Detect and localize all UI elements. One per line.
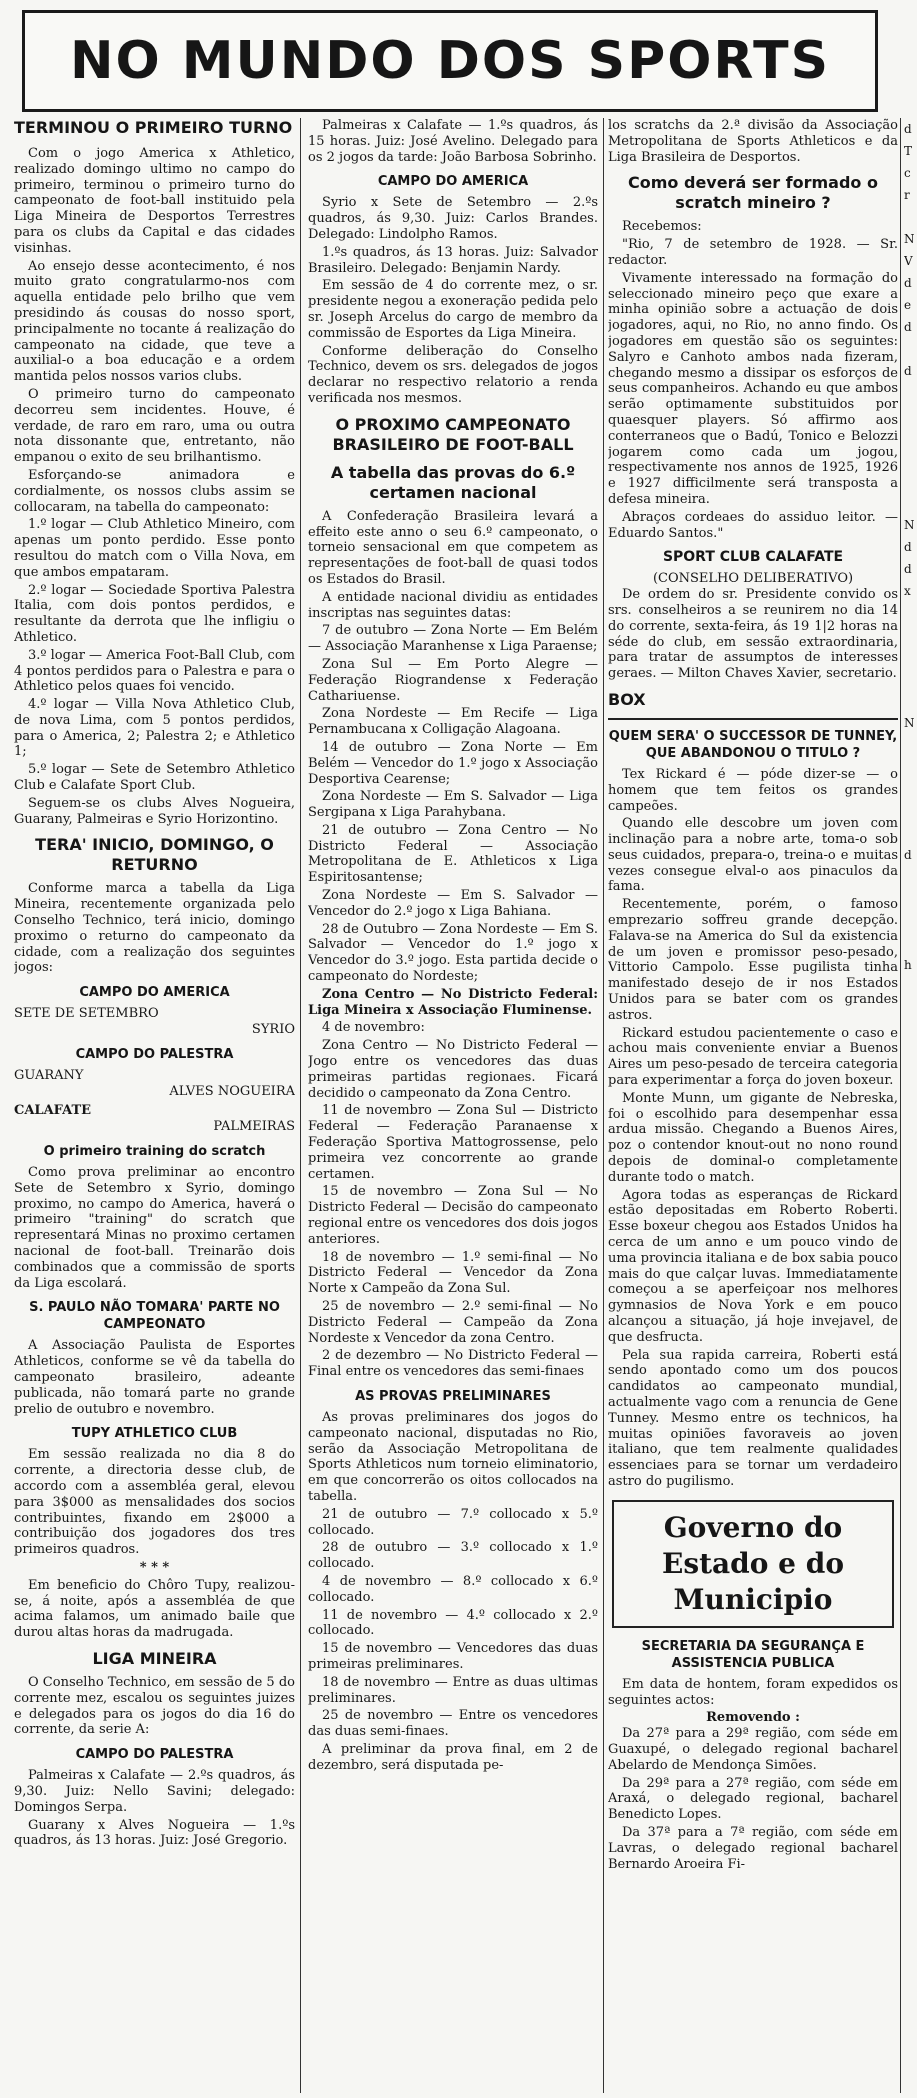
masthead [22,10,878,112]
paragraph: 21 de outubro — Zona Centro — No Districto Federal — Associação Metropolitana de E. Athleticos x Liga Espiritosantense; [308,822,598,886]
field-heading: CAMPO DO AMERICA [79,985,230,1001]
paragraph: Zona Centro — No Districto Federal — Jogo entre os vencedores das duas primeiras partidas regionaes. Ficará decidido o campeonato da Zona Centro. [308,1038,598,1101]
paragraph: Tex Rickard é — póde dizer-se — o homem que tem feitos os grandes campeões. [608,766,898,814]
paragraph: 11 de novembro — 4.º collocado x 2.º collocado. [308,1607,598,1639]
paragraph: 1.º logar — Club Athletico Mineiro, com apenas um ponto perdido. Esse ponto resultou do match com o Villa Nova, em que ambos empataram. [14,517,295,580]
edge-text: d T c r N V d e d d N d d x N d h [904,122,915,972]
headline-secretaria: SECRETARIA DA SEGURANÇA E ASSISTENCIA PUBLICA [641,1638,865,1671]
paragraph: A entidade nacional dividiu as entidades inscriptas nas seguintes datas: [308,589,598,621]
column-2 [308,118,598,2093]
paragraph: A preliminar da prova final, em 2 de dezembro, será disputada pe- [308,1741,598,1773]
column-rule [900,118,901,2093]
section-box: BOX [608,689,646,709]
column-3 [608,118,898,2093]
paragraph: De ordem do sr. Presidente convido os srs. conselheiros a se reunirem no dia 14 do corrente, sexta-feira, ás 19 1|2 horas na séde do club, em sessão extraordinaria, para tratar de assumptos de interesses geraes. — Milton Chaves Xavier, secretario. [608,587,898,682]
subheadline-spaulo: S. PAULO NÃO TOMARA' PARTE NO CAMPEONATO [29,1300,280,1333]
paragraph: Zona Nordeste — Em S. Salvador — Vencedor do 2.º jogo x Liga Bahiana. [308,888,598,919]
game-away: SYRIO [251,1022,295,1038]
subheadline-preliminares: AS PROVAS PRELIMINARES [355,1388,551,1404]
paragraph: Palmeiras x Calafate — 2.ºs quadros, ás 9,30. Juiz: Nello Savini; delegado: Domingos Serpa. [14,1768,295,1815]
paragraph: 28 de Outubro — Zona Nordeste — Em S. Salvador — Vencedor do 1.º jogo x Vencedor do 3.º jogo. Esta partida decide o campeonato do Nordeste; [308,921,598,985]
paragraph: 7 de outubro — Zona Norte — Em Belém — Associação Maranhense x Liga Paraense; [308,623,598,655]
subheadline-tupy: TUPY ATHLETICO CLUB [71,1426,238,1442]
paragraph: 18 de novembro — 1.º semi-final — No Districto Federal — Vencedor da Zona Norte x Campeão da Zona Sul. [308,1249,598,1297]
paragraph: 25 de novembro — 2.º semi-final — No Districto Federal — Campeão da Zona Nordeste x Vencedor da zona Centro. [308,1299,598,1346]
paragraph: Com o jogo America x Athletico, realizado domingo ultimo no campo do primeiro, terminou o primeiro turno do campeonato de foot-ball instituido pela Liga Mineira de Desportos Terrestres para os clubs da Capital e das cidades visinhas. [14,146,295,256]
paragraph: Em data de hontem, foram expedidos os seguintes actos: [608,1676,898,1708]
subheading-removendo: Removendo : [706,1710,800,1726]
paragraph: Monte Munn, um gigante de Nebreska, foi o escolhido para desempenhar essa ardua missão. Chegando a Buenos Aires, poz o contendor knout-out no nono round depois de dominal-o completamente durante todo o match. [608,1090,898,1185]
paragraph: Em sessão de 4 do corrente mez, o sr. presidente negou a exoneração pedida pelo sr. Joseph Arcelus do cargo de membro da commissão de Esportes da Liga Mineira. [308,278,598,341]
paragraph: los scratchs da 2.ª divisão da Associação Metropolitana de Sports Athleticos e da Liga Brasileira de Desportos. [608,118,898,165]
paragraph: Palmeiras x Calafate — 1.ºs quadros, ás 15 horas. Juiz: José Avelino. Delegado para os 2 jogos da tarde: João Barbosa Sobrinho. [308,118,598,165]
game-away: PALMEIRAS [213,1119,295,1135]
column-1 [14,118,295,2093]
paragraph: Seguem-se os clubs Alves Nogueira, Guarany, Palmeiras e Syrio Horizontino. [14,795,295,827]
paragraph: O primeiro turno do campeonato decorreu sem incidentes. Houve, é verdade, de raro em raro, uma ou outra nota dissonante que, entretanto, não empanou o exito de seu brilhantismo. [14,386,295,466]
paragraph: Recebemos: [622,219,702,235]
paragraph: 28 de outubro — 3.º collocado x 1.º collocado. [308,1540,598,1572]
paragraph: 2.º logar — Sociedade Sportiva Palestra Italia, com dois pontos perdidos, e resultante da derrota que lhe infligiu o Athletico. [14,582,295,645]
paragraph: 4 de novembro: [322,1020,425,1036]
field-heading: CAMPO DO PALESTRA [75,1046,234,1062]
paragraph: 15 de novembro — Zona Sul — No Districto Federal — Decisão do campeonato regional entre os vencedores dos dois jogos anteriores. [308,1184,598,1247]
paragraph: Zona Nordeste — Em Recife — Liga Pernambucana x Colligação Alagoana. [308,706,598,738]
headline-calafate: SPORT CLUB CALAFATE [662,549,844,566]
paragraph: 18 de novembro — Entre as duas ultimas preliminares. [308,1674,598,1706]
paragraph: 11 de novembro — Zona Sul — Districto Federal — Federação Paranaense x Federação Sportiva Mattogrossense, pelo primeira vez concorrente ao grande certamen. [308,1103,598,1182]
paragraph: Como prova preliminar ao encontro Sete de Setembro x Syrio, domingo proximo, no campo do America, haverá o primeiro "training" do scratch que representará Minas no proximo certamen nacional de foot-ball. Treinarão dois combinados que a commissão de sports da Liga escolará. [14,1165,295,1291]
paragraph: Em sessão realizada no dia 8 do corrente, a directoria desse club, de accordo com a assembléa geral, elevou para 3$000 as mensalidades dos socios contribuintes, fixando em 2$000 a contribuição dos jogadores dos tres primeiros quadros. [14,1447,295,1558]
headline-returno: TERA' INICIO, DOMINGO, O RETURNO [35,835,274,875]
paragraph: Agora todas as esperanças de Rickard estão depositadas em Roberto Roberti. Esse boxeur chegou aos Estados Unidos ha cerca de um anno e um pouco vindo de uma provincia italiana e de box sabia pouco mais do que calçar luvas. Immediatamente começou a se aperfeiçoar nos melhores gymnasios de Nova York e em pouco alcançou a situação, já hoje invejavel, de que desfructa. [608,1187,898,1345]
paragraph: Conforme marca a tabella da Liga Mineira, recentemente organizada pelo Conselho Technico, terá inicio, domingo proximo o returno do campeonato da cidade, com a realização dos seguintes jogos: [14,881,295,976]
paragraph: Abraços cordeaes do assiduo leitor. — Eduardo Santos." [608,509,898,541]
divider [608,718,898,720]
game-away: ALVES NOGUEIRA [169,1083,295,1099]
paragraph: 21 de outubro — 7.º collocado x 5.º collocado. [308,1506,598,1538]
subheadline-training: O primeiro training do scratch [43,1144,266,1160]
subheadline-liga: LIGA MINEIRA [92,1648,217,1668]
paragraph: As provas preliminares dos jogos do campeonato nacional, disputadas no Rio, serão da Associação Metropolitana de Sports Athleticos num torneio eliminatorio, em que concorrerão os oitos collocados na tabella. [308,1409,598,1504]
paragraph: Zona Nordeste — Em S. Salvador — Liga Sergipana x Liga Parahybana. [308,789,598,821]
paragraph: Conforme deliberação do Conselho Technico, devem os srs. delegados de jogos declarar no respectivo relatorio a renda verificada nos mesmos. [308,343,598,406]
headline-tabella: A tabella das provas do 6.º certamen nacional [330,462,576,502]
paragraph: 15 de novembro — Vencedores das duas primeiras preliminares. [308,1641,598,1672]
paragraph: Esforçando-se animadora e cordialmente, os nossos clubs assim se collocaram, na tabella do campeonato: [14,467,295,515]
government-section-title: Governo do Estado e do Municipio [612,1500,894,1628]
paragraph: Pela sua rapida carreira, Roberti está sendo apontado como um dos poucos candidatos ao campeonato mundial, actualmente vago com a renuncia de Gene Tunney. Mesmo entre os technicos, ha muitas opiniões favoraveis ao joven italiano, que tem realmente qualidades essenciaes para se tornar um verdadeiro astro do pugilismo. [608,1347,898,1489]
paragraph: Ao ensejo desse acontecimento, é nos muito grato congratularmo-nos com aquella entidade pelo brilho que vem presidindo ás cousas do nosso sport, principalmente no tocante á realização do campeonato na cidade, que teve a auxilial-o a boa educação e a ordem mantida pelos nossos varios clubs. [14,258,295,385]
headline-proximo: O PROXIMO CAMPEONATO BRASILEIRO DE FOOT-BALL [332,414,574,454]
paragraph: Quando elle descobre um joven com inclinação para a nobre arte, toma-o sob seus cuidados, prepara-o, treina-o e muitas vezes consegue elval-o aos pinaculos da fama. [608,816,898,895]
paragraph: Rickard estudou pacientemente o caso e achou mais conveniente enviar a Buenos Aires um peso-pesado de terceira categoria para experimentar a força do joven boxeur. [608,1025,898,1089]
paragraph: Guarany x Alves Nogueira — 1.ºs quadros, ás 13 horas. Juiz: José Gregorio. [14,1817,295,1849]
field-heading: CAMPO DO AMERICA [377,174,529,190]
paragraph: "Rio, 7 de setembro de 1928. — Sr. redactor. [608,237,898,268]
paragraph: O Conselho Technico, em sessão de 5 do corrente mez, escalou os seguintes juizes e delegados para os jogos do dia 16 do corrente, da serie A: [14,1674,295,1738]
subheadline-conselho: (CONSELHO DELIBERATIVO) [652,571,854,587]
masthead-title: NO MUNDO DOS SPORTS [69,31,831,91]
paragraph: A Confederação Brasileira levará a effeito este anno o seu 6.º campeonato, o torneio sensacional em que competem as representações de foot-ball de quasi todos os Estados do Brasil. [308,508,598,587]
field-heading: CAMPO DO PALESTRA [75,1747,234,1763]
column-4-edge [904,118,917,2093]
paragraph: 14 de outubro — Zona Norte — Em Belém — Vencedor do 1.º jogo x Associação Desportiva Cearense; [308,739,598,787]
game-home: CALAFATE [14,1103,92,1119]
paragraph: 2 de dezembro — No Districto Federal — Final entre os vencedores das semi-finaes [308,1348,598,1380]
paragraph: Recentemente, porém, o famoso emprezario soffreu grande decepção. Falava-se na America do Sul da existencia de um joven e promissor peso-pesado, Vittorio Campolo. Esse pugilista tinha manifestado desejo de ir nos Estados Unidos para se bater com os grandes astros. [608,897,898,1023]
paragraph: 4.º logar — Villa Nova Athletico Club, de nova Lima, com 5 pontos perdidos, para o America, 2; Palestra 2; e Athletico 1; [14,697,295,760]
paragraph: 25 de novembro — Entre os vencedores das duas semi-finaes. [308,1708,598,1740]
separator-stars: * * * [139,1559,170,1575]
column-rule [300,118,301,2093]
paragraph: A Associação Paulista de Esportes Athleticos, conforme se vê da tabella do campeonato brasileiro, adeante publicada, não tomará parte no grande prelio de outubro e novembro. [14,1338,295,1417]
paragraph: 3.º logar — America Foot-Ball Club, com 4 pontos perdidos para o Palestra e para o Athletico pelos quaes foi vencido. [14,647,295,695]
paragraph: 1.ºs quadros, ás 13 horas. Juiz: Salvador Brasileiro. Delegado: Benjamin Nardy. [308,244,598,276]
paragraph: Syrio x Sete de Setembro — 2.ºs quadros, ás 9,30. Juiz: Carlos Brandes. Delegado: Lindolpho Ramos. [308,195,598,242]
paragraph: Vivamente interessado na formação do seleccionado mineiro peço que exare a minha opinião sobre a actuação de dois jogadores, aqui, no Rio, no anno findo. Os jogadores em questão são os seguintes: Salyro e Canhoto ambos nada fizeram, chegando mesmo a dissipar os esforços de seus companheiros. Achando eu que ambos serão optimamente substituidos por quaesquer players. Só affirmo aos conterraneos que o Badú, Tonico e Belozzi jogarem como cada um jogou, respectivamente nos annos de 1925, 1926 e 1927 difficilmente será transposta a defesa mineira. [608,270,898,507]
paragraph: Da 29ª para a 27ª região, com séde em Araxá, o delegado regional, bacharel Benedicto Lopes. [608,1775,898,1823]
headline-scratch: Como deverá ser formado o scratch mineiro ? [628,173,878,213]
game-home: SETE DE SETEMBRO [14,1006,159,1022]
paragraph: Em beneficio do Chôro Tupy, realizou-se, á noite, após a assembléa de que acima falamos, um animado baile que durou altas horas da madrugada. [14,1577,295,1641]
paragraph: Zona Sul — Em Porto Alegre — Federação Riograndense x Federação Cathariuense. [308,656,598,704]
paragraph: 5.º logar — Sete de Setembro Athletico Club e Calafate Sport Club. [14,762,295,794]
game-home: GUARANY [14,1067,84,1083]
headline-turno: TERMINOU O PRIMEIRO TURNO [14,118,293,137]
paragraph: Da 37ª para a 7ª região, com séde em Lavras, o delegado regional bacharel Bernardo Aroeira Fi- [608,1824,898,1872]
paragraph: Zona Centro — No Districto Federal: Liga Mineira x Associação Fluminense. [308,986,598,1018]
headline-tunney: QUEM SERA' O SUCCESSOR DE TUNNEY, QUE ABANDONOU O TITULO ? [608,728,898,761]
paragraph: 4 de novembro — 8.º collocado x 6.º collocado. [308,1573,598,1605]
column-rule [603,118,604,2093]
paragraph: Da 27ª para a 29ª região, com séde em Guaxupé, o delegado regional bacharel Abelardo de Mendonça Simões. [608,1726,898,1773]
